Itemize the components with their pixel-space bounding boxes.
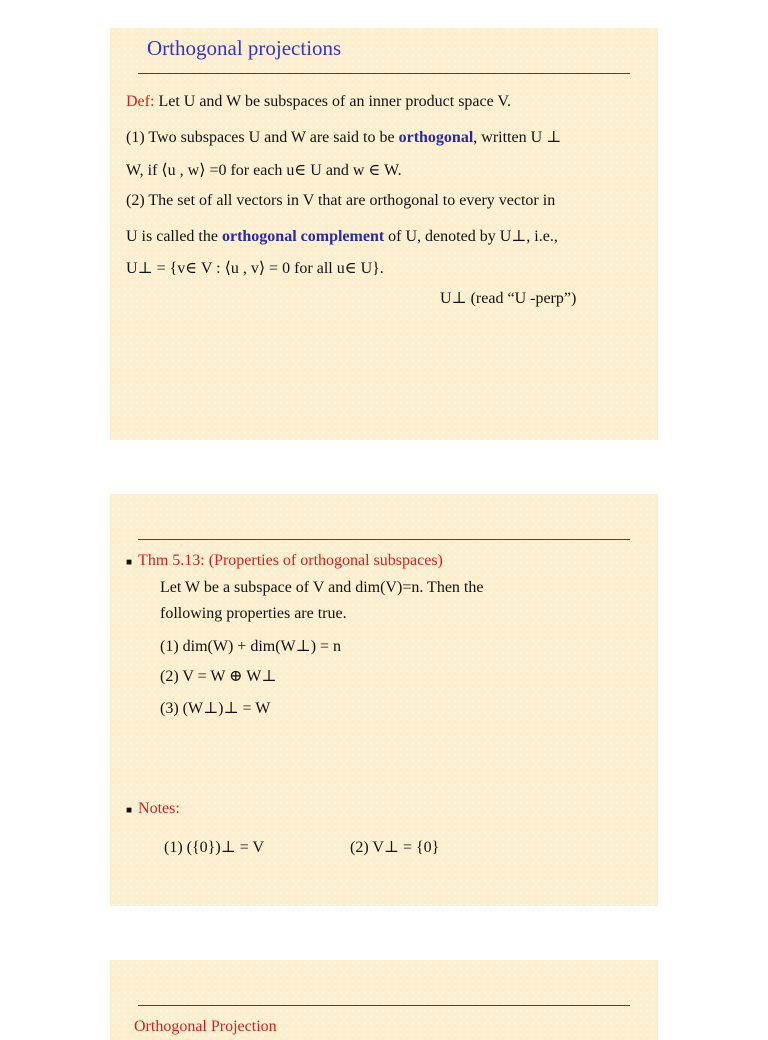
bullet-icon: ■ (126, 805, 133, 816)
notes-heading (126, 800, 180, 818)
def-label: Def: (126, 93, 155, 110)
notes-label: Notes: (138, 800, 180, 817)
property-2: (2) V = W ⊕ W⊥ (160, 668, 277, 685)
bullet-icon: ■ (126, 557, 133, 568)
property-3: (3) (W⊥)⊥ = W (160, 700, 271, 717)
note-2: (2) V⊥ = {0} (350, 839, 440, 856)
theorem-label: Thm 5.13: (Properties of orthogonal subspaces) (138, 552, 443, 569)
slide-3-title: Orthogonal Projection (134, 1018, 277, 1035)
part-2-line-2 (126, 226, 558, 246)
part-2-line-3: U⊥ = {v∈ V : ⟨u , v⟩ = 0 for all u∈ U}. (126, 260, 384, 277)
term-orthogonal: orthogonal (398, 129, 474, 146)
slide-1-title: Orthogonal projections (147, 36, 342, 60)
perp-reading: U⊥ (read “U -perp”) (440, 290, 577, 307)
theorem-line-2: following properties are true. (160, 605, 347, 622)
part-1-line-2: W, if ⟨u , w⟩ =0 for each u∈ U and w ∈ W. (126, 162, 402, 179)
title-rule (138, 1005, 630, 1006)
definition-line (126, 93, 511, 111)
slide-3 (110, 960, 658, 1040)
p2-b-pre: U is called the (126, 228, 222, 245)
title-rule (138, 73, 630, 74)
property-1: (1) dim(W) + dim(W⊥) = n (160, 638, 342, 655)
term-orthogonal-complement: orthogonal complement (221, 228, 385, 245)
slide-1 (110, 28, 658, 440)
p1-b: , written U ⊥ (473, 129, 562, 146)
slide-2 (110, 494, 658, 906)
p1-a: (1) Two subspaces U and W are said to be (126, 129, 399, 146)
note-1: (1) ({0})⊥ = V (164, 839, 265, 856)
p2-b-post: of U, denoted by U⊥, i.e., (384, 228, 558, 245)
def-text: Let U and W be subspaces of an inner product space V. (158, 93, 511, 110)
theorem-line-1: Let W be a subspace of V and dim(V)=n. Then the (160, 579, 484, 596)
theorem-heading (126, 552, 443, 570)
part-2-line-1: (2) The set of all vectors in V that are orthogonal to every vector in (126, 192, 556, 209)
title-rule (138, 539, 630, 540)
part-1-line-1 (126, 127, 561, 147)
